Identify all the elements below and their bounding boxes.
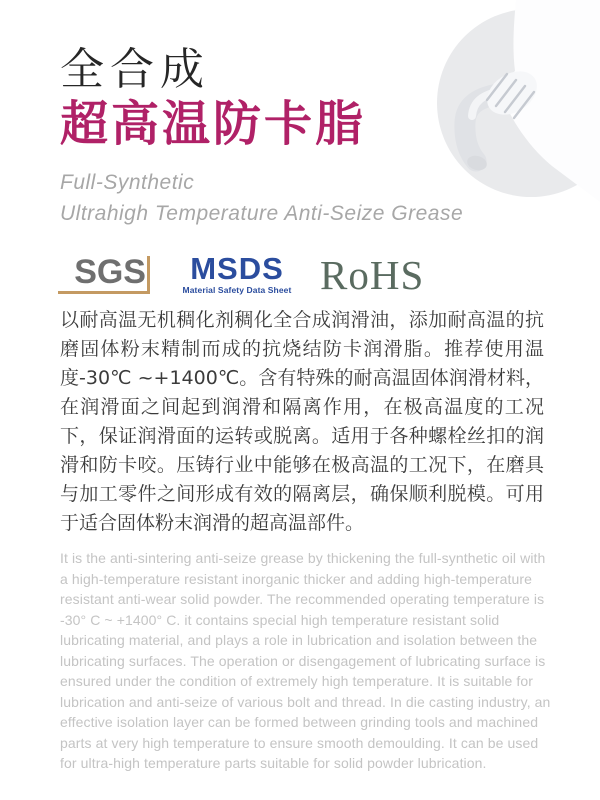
product-title-english-line1: Full-Synthetic — [60, 171, 195, 194]
sgs-logo-underline — [58, 291, 150, 294]
product-subtitle-chinese-accent: 超高温防卡脂 — [60, 96, 367, 152]
description-english: It is the anti-sintering anti-seize grease by thickening the full-synthetic oil with a high-temperature resistant inorganic thicker and adding high-temperature resistant anti-wear solid powder. The recommended operating temperature is -30° C ~ +1400° C. it contains special high temperature resistant solid lubricating material, and plays a role in lubrication and isolation between the lubricating surfaces. The operation or disengagement of lubricating surface is ensured under the condition of extremely high temperature. It is suitable for lubrication and anti-seize of various bolt and thread. In die casting industry, an effective isolation layer can be formed between grinding tools and machined parts at very high temperature to ensure smooth demoulding. It can be used for ultra-high temperature parts suitable for solid powder lubrication. — [60, 550, 551, 771]
rohs-logo — [320, 252, 425, 298]
sgs-logo-text: SGS — [74, 253, 146, 291]
msds-logo — [174, 252, 300, 295]
rohs-logo-text: RoHS — [320, 252, 425, 298]
product-photo-grease-tube — [430, 0, 600, 212]
sgs-logo-vertical-line — [147, 256, 150, 293]
product-title-chinese: 全合成 — [60, 44, 210, 95]
msds-logo-subtext: Material Safety Data Sheet — [182, 285, 292, 295]
certification-logos-row — [58, 252, 424, 308]
description-chinese: 以耐高温无机稠化剂稠化全合成润滑油，添加耐高温的抗磨固体粉末精制而成的抗烧结防卡润滑脂。推荐使用温度-30℃ ~+1400℃。含有特殊的耐高温固体润滑材料，在润滑面之间起到润滑和隔离作用，在极高温度的工况下，保证润滑面的运转或脱离。适用于各种螺栓丝扣的润滑和防卡咬。压铸行业中能够在极高温的工况下，在磨具与加工零件之间形成有效的隔离层，确保顺利脱模。可用于适合固体粉末润滑的超高温部件。 — [60, 309, 544, 534]
msds-logo-text: MSDS — [190, 251, 284, 286]
product-title-english-line2: Ultrahigh Temperature Anti-Seize Grease — [60, 202, 464, 225]
sgs-logo — [58, 252, 156, 304]
